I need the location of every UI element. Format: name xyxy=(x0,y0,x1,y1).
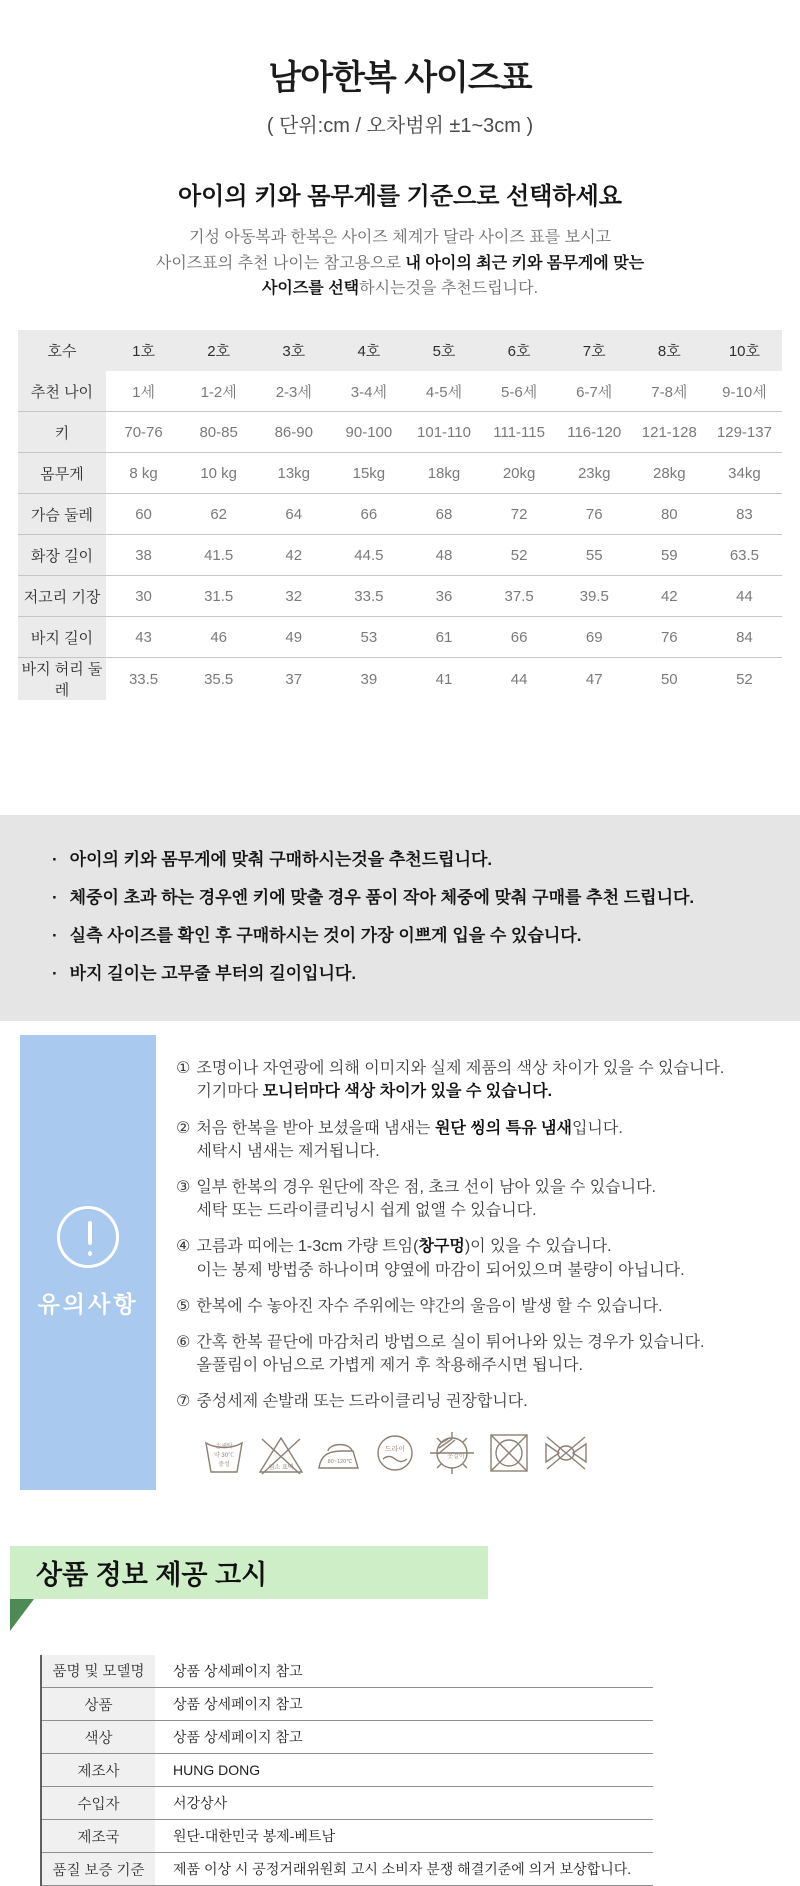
size-cell-value: 28kg xyxy=(632,453,707,494)
caution-text-bold: 원단 씽의 특유 냄새 xyxy=(434,1119,572,1137)
info-row-label: 품명 및 모델명 xyxy=(41,1655,155,1688)
size-cell-value: 55 xyxy=(557,535,632,576)
caution-number: ① xyxy=(176,1060,191,1078)
size-table-row xyxy=(18,576,782,617)
size-cell-value: 3호 xyxy=(256,330,331,371)
caution-line xyxy=(196,1199,656,1222)
size-cell-value: 33.5 xyxy=(106,658,181,701)
info-row-label: 색상 xyxy=(41,1721,155,1754)
size-row-label: 몸무게 xyxy=(18,453,106,494)
caution-number: ⑤ xyxy=(176,1297,191,1315)
dry-clean-icon xyxy=(371,1430,419,1476)
caution-text: 입니다. xyxy=(571,1119,623,1137)
svg-text:80~120℃: 80~120℃ xyxy=(327,1458,353,1465)
caution-line xyxy=(196,1080,724,1103)
size-cell-value: 101-110 xyxy=(406,412,481,453)
unit-note: ( 단위:cm / 오차범위 ±1~3cm ) xyxy=(266,115,534,137)
size-row-label: 바지 허리 둘레 xyxy=(18,658,106,701)
size-table-header-row xyxy=(18,330,782,371)
size-table-row xyxy=(18,617,782,658)
bullet-dot: · xyxy=(52,926,58,946)
size-cell-value: 41.5 xyxy=(181,535,256,576)
note-text: 아이의 키와 몸무게에 맞춰 구매하시는것을 추천드립니다. xyxy=(69,850,493,870)
info-table-row xyxy=(41,1853,653,1886)
product-info-header xyxy=(10,1546,488,1599)
caution-text: 기기마다 xyxy=(196,1083,263,1101)
caution-text: 간혹 한복 끝단에 마감처리 방법으로 실이 튀어나와 있는 경우가 있습니다. xyxy=(196,1333,705,1351)
size-cell-value: 15kg xyxy=(331,453,406,494)
size-cell-value: 69 xyxy=(557,617,632,658)
size-cell-value: 23kg xyxy=(557,453,632,494)
caution-number: ⑦ xyxy=(176,1393,191,1411)
caution-section xyxy=(20,1035,780,1489)
size-cell-value: 41 xyxy=(406,658,481,701)
size-cell-value: 8 kg xyxy=(106,453,181,494)
caution-number: ② xyxy=(176,1119,191,1137)
size-cell-value: 36 xyxy=(406,576,481,617)
info-row-label: 수입자 xyxy=(41,1787,155,1820)
caution-lines xyxy=(196,1295,662,1318)
desc-text-bold: 내 아이의 최근 키와 몸무게에 맞는 xyxy=(405,254,645,272)
notes-list xyxy=(52,841,770,993)
size-cell-value: 66 xyxy=(482,617,557,658)
product-detail-page xyxy=(0,50,800,1886)
size-cell-value: 62 xyxy=(181,494,256,535)
caution-text: 이는 봉제 방법중 하나이며 양옆에 마감이 되어있으며 불량이 아닙니다. xyxy=(196,1261,685,1279)
note-item xyxy=(52,841,770,879)
size-cell-value: 5호 xyxy=(406,330,481,371)
svg-text:손세탁: 손세탁 xyxy=(215,1443,233,1450)
size-cell-value: 72 xyxy=(482,494,557,535)
size-cell-value: 13kg xyxy=(256,453,331,494)
care-icons-strip xyxy=(176,1430,780,1476)
size-cell-value: 9-10세 xyxy=(722,383,767,401)
info-table-row xyxy=(41,1721,653,1754)
size-cell-value: 6호 xyxy=(482,330,557,371)
caution-line xyxy=(196,1259,684,1282)
caution-line xyxy=(196,1235,684,1258)
size-cell-value: 2-3세 xyxy=(275,383,312,401)
note-item xyxy=(52,955,770,993)
caution-line xyxy=(196,1117,622,1140)
size-guide-desc xyxy=(0,225,800,302)
no-bleach-icon xyxy=(257,1430,305,1476)
size-table-row xyxy=(18,658,782,701)
size-table-row xyxy=(18,412,782,453)
size-cell-value: 42 xyxy=(256,535,331,576)
fold-ribbon-corner xyxy=(10,1599,34,1631)
caution-line xyxy=(196,1390,527,1413)
svg-text:옷걸이: 옷걸이 xyxy=(447,1453,465,1460)
size-cell-value: 52 xyxy=(482,535,557,576)
caution-text: )이 있을 수 있습니다. xyxy=(464,1238,612,1256)
caution-box-label: 유의사항 xyxy=(37,1290,139,1317)
size-cell-value: 31.5 xyxy=(181,576,256,617)
info-row-value: HUNG DONG xyxy=(155,1754,653,1787)
info-table-row xyxy=(41,1655,653,1688)
size-cell-value: 1세 xyxy=(132,383,155,401)
svg-text:드라이: 드라이 xyxy=(384,1445,406,1453)
size-cell-value: 80 xyxy=(632,494,707,535)
page-title: 남아한복 사이즈표 xyxy=(268,59,532,97)
size-cell-value: 84 xyxy=(707,617,782,658)
size-cell-value: 18kg xyxy=(406,453,481,494)
size-cell-value: 7-8세 xyxy=(651,383,688,401)
size-cell-value: 8호 xyxy=(632,330,707,371)
caution-lines xyxy=(196,1117,622,1163)
notes-box xyxy=(0,815,800,1021)
size-table-row xyxy=(18,494,782,535)
size-cell-value: 43 xyxy=(106,617,181,658)
info-table-row xyxy=(41,1820,653,1853)
size-table xyxy=(18,330,782,701)
info-row-value: 상품 상세페이지 참고 xyxy=(155,1688,653,1721)
caution-number: ③ xyxy=(176,1179,191,1197)
caution-item xyxy=(176,1235,780,1281)
caution-line xyxy=(196,1354,704,1377)
size-cell-value: 76 xyxy=(557,494,632,535)
exclamation-circle-icon xyxy=(57,1206,119,1268)
size-table-body xyxy=(18,330,782,701)
size-cell-value: 121-128 xyxy=(632,412,707,453)
size-cell-value: 111-115 xyxy=(482,412,557,453)
size-cell-value: 53 xyxy=(331,617,406,658)
size-cell-value: 63.5 xyxy=(707,535,782,576)
size-cell-value: 33.5 xyxy=(331,576,406,617)
caution-line xyxy=(196,1176,656,1199)
size-cell-value: 50 xyxy=(632,658,707,701)
size-cell-value: 46 xyxy=(181,617,256,658)
caution-item xyxy=(176,1295,780,1318)
caution-text: 올풀림이 아님으로 가볍게 제거 후 착용해주시면 됩니다. xyxy=(196,1357,583,1375)
size-cell-value: 48 xyxy=(406,535,481,576)
caution-text: 한복에 수 놓아진 자수 주위에는 약간의 울음이 발생 할 수 있습니다. xyxy=(196,1297,663,1315)
caution-item xyxy=(176,1176,780,1222)
size-table-row xyxy=(18,535,782,576)
size-cell-value: 34kg xyxy=(707,453,782,494)
caution-text: 조명이나 자연광에 의해 이미지와 실제 제품의 색상 차이가 있을 수 있습니다. xyxy=(196,1060,725,1078)
info-row-label: 제조국 xyxy=(41,1820,155,1853)
caution-line xyxy=(196,1331,704,1354)
size-cell-value: 4호 xyxy=(331,330,406,371)
size-cell-value: 37.5 xyxy=(482,576,557,617)
size-cell-value: 42 xyxy=(632,576,707,617)
info-row-value: 제품 이상 시 공정거래위원회 고시 소비자 분쟁 해결기준에 의거 보상합니다. xyxy=(155,1853,653,1886)
caution-line xyxy=(196,1295,662,1318)
size-cell-value: 1-2세 xyxy=(200,383,237,401)
caution-text: 중성세제 손발래 또는 드라이클리닝 권장합니다. xyxy=(196,1393,528,1411)
caution-box xyxy=(20,1035,156,1489)
caution-text: 세탁시 냄새는 제거됩니다. xyxy=(196,1142,380,1160)
no-wring-icon xyxy=(542,1430,590,1476)
size-row-label: 추천 나이 xyxy=(18,371,106,412)
size-cell-value: 64 xyxy=(256,494,331,535)
info-table-row xyxy=(41,1754,653,1787)
cautions-list xyxy=(156,1035,780,1489)
caution-lines xyxy=(196,1390,527,1413)
caution-line xyxy=(196,1140,622,1163)
size-cell-value: 129-137 xyxy=(707,412,782,453)
size-cell-value: 32 xyxy=(256,576,331,617)
desc-text: 하시는것을 추천드립니다. xyxy=(359,280,539,298)
svg-text:중성: 중성 xyxy=(218,1461,230,1468)
info-row-value: 원단-대한민국 봉제-베트남 xyxy=(155,1820,653,1853)
size-cell-value: 59 xyxy=(632,535,707,576)
size-cell-value: 10호 xyxy=(707,330,782,371)
caution-text: 일부 한복의 경우 원단에 작은 점, 초크 선이 남아 있을 수 있습니다. xyxy=(196,1179,656,1197)
size-row-label: 화장 길이 xyxy=(18,535,106,576)
size-cell-value: 4-5세 xyxy=(425,383,463,401)
info-row-label: 품질 보증 기준 xyxy=(41,1853,155,1886)
info-row-label: 상품 xyxy=(41,1688,155,1721)
desc-line-2 xyxy=(0,251,800,277)
section-subtitle: 아이의 키와 몸무게를 기준으로 선택하세요 xyxy=(178,183,622,210)
size-cell-value: 47 xyxy=(557,658,632,701)
size-cell-value: 6-7세 xyxy=(576,383,613,401)
size-cell-value: 68 xyxy=(406,494,481,535)
size-row-label: 키 xyxy=(18,412,106,453)
desc-line-1 xyxy=(0,225,800,251)
desc-text: 기성 아동복과 한복은 사이즈 체계가 달라 사이즈 표를 보시고 xyxy=(189,229,611,246)
no-tumble-dry-icon xyxy=(485,1430,533,1476)
size-table-row xyxy=(18,453,782,494)
hand-wash-30-icon xyxy=(200,1430,248,1476)
size-cell-value: 49 xyxy=(256,617,331,658)
size-cell-value: 83 xyxy=(707,494,782,535)
size-row-label: 가슴 둘레 xyxy=(18,494,106,535)
size-table-row xyxy=(18,371,782,412)
size-cell-value: 52 xyxy=(707,658,782,701)
size-cell-value: 35.5 xyxy=(181,658,256,701)
note-text: 바지 길이는 고무줄 부터의 길이입니다. xyxy=(69,964,357,984)
product-info-title: 상품 정보 제공 고시 xyxy=(36,1559,268,1590)
size-cell-value: 61 xyxy=(406,617,481,658)
size-cell-value: 90-100 xyxy=(331,412,406,453)
note-item xyxy=(52,917,770,955)
size-cell-value: 10 kg xyxy=(181,453,256,494)
size-cell-value: 37 xyxy=(256,658,331,701)
caution-text-bold: 모니터마다 색상 차이가 있을 수 있습니다. xyxy=(262,1083,553,1101)
size-cell-value: 70-76 xyxy=(106,412,181,453)
product-info-table xyxy=(40,1655,653,1886)
size-cell-value: 30 xyxy=(106,576,181,617)
size-cell-value: 20kg xyxy=(482,453,557,494)
iron-80-120-icon xyxy=(314,1430,362,1476)
size-cell-value: 76 xyxy=(632,617,707,658)
info-row-value: 서강상사 xyxy=(155,1787,653,1820)
size-cell-value: 39 xyxy=(331,658,406,701)
size-cell-value: 2호 xyxy=(181,330,256,371)
info-table-row xyxy=(41,1787,653,1820)
info-row-value: 상품 상세페이지 참고 xyxy=(155,1655,653,1688)
note-item xyxy=(52,879,770,917)
size-cell-value: 116-120 xyxy=(557,412,632,453)
svg-text:염소 표백: 염소 표백 xyxy=(268,1464,294,1471)
caution-text-bold: 창구멍 xyxy=(418,1238,465,1256)
caution-lines xyxy=(196,1176,656,1222)
caution-line xyxy=(196,1057,724,1080)
cautions-items xyxy=(176,1057,780,1413)
size-row-label: 저고리 기장 xyxy=(18,576,106,617)
caution-item xyxy=(176,1331,780,1377)
bullet-dot: · xyxy=(52,850,58,870)
info-row-label: 제조사 xyxy=(41,1754,155,1787)
caution-number: ④ xyxy=(176,1238,191,1256)
caution-item xyxy=(176,1117,780,1163)
size-cell-value: 80-85 xyxy=(181,412,256,453)
size-cell-value: 1호 xyxy=(106,330,181,371)
size-cell-value: 38 xyxy=(106,535,181,576)
desc-line-3 xyxy=(0,276,800,302)
size-cell-value: 5-6세 xyxy=(501,383,538,401)
caution-number: ⑥ xyxy=(176,1333,191,1351)
svg-text:약 30℃: 약 30℃ xyxy=(213,1452,235,1459)
desc-text-bold: 사이즈를 선택 xyxy=(261,280,360,298)
bullet-dot: · xyxy=(52,888,58,908)
caution-text: 세탁 또는 드라이클리닝시 쉽게 없앨 수 있습니다. xyxy=(196,1202,537,1220)
desc-text: 사이즈표의 추천 나이는 참고용으로 xyxy=(155,254,406,272)
size-cell-value: 3-4세 xyxy=(350,383,387,401)
bullet-dot: · xyxy=(52,964,58,984)
size-row-label: 바지 길이 xyxy=(18,617,106,658)
size-cell-value: 7호 xyxy=(557,330,632,371)
note-text: 실측 사이즈를 확인 후 구매하시는 것이 가장 이쁘게 입을 수 있습니다. xyxy=(69,926,582,946)
size-row-label: 호수 xyxy=(18,330,106,371)
caution-lines xyxy=(196,1057,724,1103)
size-cell-value: 44 xyxy=(707,576,782,617)
caution-lines xyxy=(196,1331,704,1377)
caution-text: 처음 한복을 받아 보셨을때 냄새는 xyxy=(196,1119,435,1137)
size-cell-value: 44 xyxy=(482,658,557,701)
size-cell-value: 60 xyxy=(106,494,181,535)
info-table-row xyxy=(41,1688,653,1721)
caution-item xyxy=(176,1057,780,1103)
no-hang-stripe-icon xyxy=(428,1430,476,1476)
caution-item xyxy=(176,1390,780,1413)
note-text: 체중이 초과 하는 경우엔 키에 맞출 경우 품이 작아 체중에 맞춰 구매를 추천 드립니다. xyxy=(69,888,695,908)
size-cell-value: 66 xyxy=(331,494,406,535)
size-cell-value: 39.5 xyxy=(557,576,632,617)
info-row-value: 상품 상세페이지 참고 xyxy=(155,1721,653,1754)
caution-text: 고름과 띠에는 1-3cm 가량 트임( xyxy=(196,1238,419,1256)
size-cell-value: 86-90 xyxy=(256,412,331,453)
caution-lines xyxy=(196,1235,684,1281)
size-cell-value: 44.5 xyxy=(331,535,406,576)
product-info-table-body xyxy=(41,1655,653,1886)
